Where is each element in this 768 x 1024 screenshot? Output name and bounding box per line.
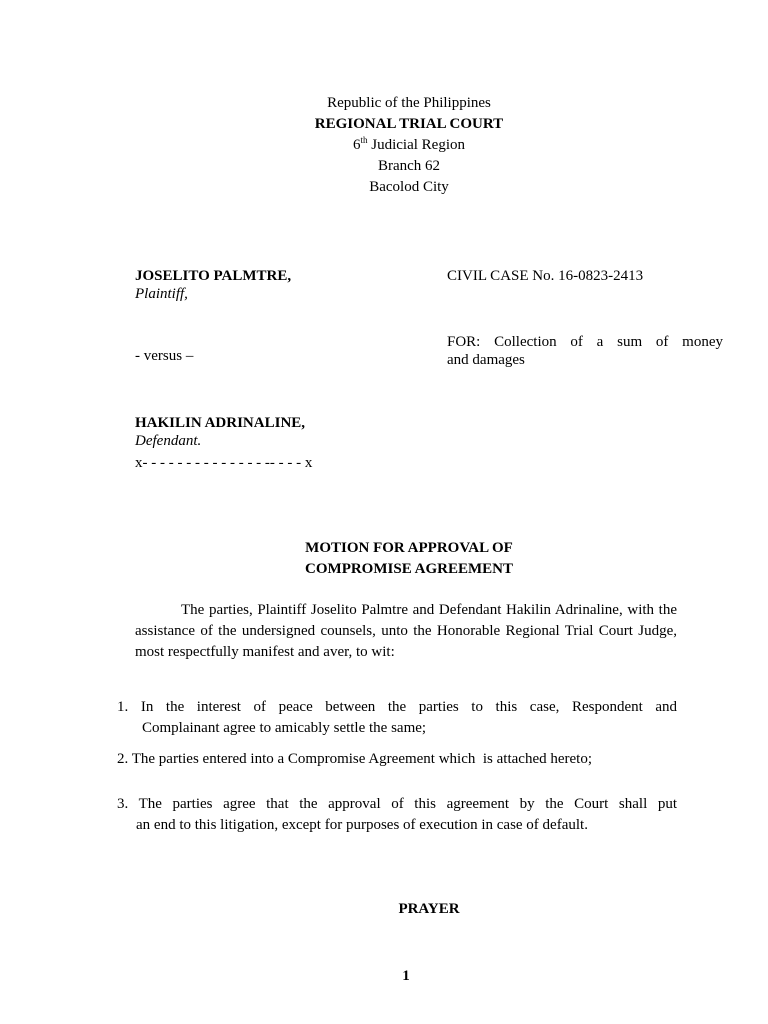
case-subject-line2: and damages xyxy=(447,352,525,368)
motion-title-line2: COMPROMISE AGREEMENT xyxy=(305,561,513,577)
motion-title-line1: MOTION FOR APPROVAL OF xyxy=(305,540,513,556)
defendant-role: Defendant. xyxy=(135,433,202,449)
court-name: REGIONAL TRIAL COURT xyxy=(314,116,504,132)
caption-separator: x- - - - - - - - - - - - - - -- - - - x xyxy=(135,455,313,471)
item-text: In the interest of peace between the parties to this case, Respondent and xyxy=(140,699,677,715)
item-number: 1. xyxy=(117,699,129,715)
branch-line: Branch 62 xyxy=(377,158,441,174)
item-line xyxy=(117,749,677,770)
plaintiff-role: Plaintiff, xyxy=(135,286,188,302)
region-label: Judicial Region xyxy=(367,137,465,153)
case-number: CIVIL CASE No. 16-0823-2413 xyxy=(447,268,644,284)
item-line xyxy=(117,697,677,718)
region-number: 6 xyxy=(352,137,361,153)
court-header xyxy=(0,93,768,198)
versus-label: - versus – xyxy=(135,348,194,364)
intro-text: The parties, Plaintiff Joselito Palmtre and Defendant Hakilin Adrinaline, with the assistance of the undersigned counsels, unto the Honorable Regional Trial Court Judge, most respectfully manifest and aver, to wit: xyxy=(135,602,677,660)
judicial-region xyxy=(0,135,768,156)
city-line: Bacolod City xyxy=(369,179,449,195)
plaintiff-name: JOSELITO PALMTRE, xyxy=(135,268,292,284)
item-text: The parties agree that the approval of this agreement by the Court shall put xyxy=(138,796,677,812)
item-continuation: an end to this litigation, except for purposes of execution in case of default. xyxy=(136,817,588,833)
item-text: The parties entered into a Compromise Agreement which is attached hereto; xyxy=(131,751,592,767)
item-number: 3. xyxy=(117,796,129,812)
region-suffix: th xyxy=(360,135,368,145)
list-item xyxy=(117,794,677,836)
case-subject-line1: FOR: Collection of a sum of money xyxy=(447,334,723,350)
page-number: 1 xyxy=(402,968,410,984)
republic-line: Republic of the Philippines xyxy=(327,95,491,111)
item-continuation: Complainant agree to amicably settle the same; xyxy=(142,720,427,736)
prayer-heading: PRAYER xyxy=(398,901,460,917)
intro-paragraph xyxy=(135,600,677,663)
list-item xyxy=(117,749,677,770)
list-item xyxy=(117,697,677,739)
defendant-name: HAKILIN ADRINALINE, xyxy=(135,415,306,431)
item-line xyxy=(117,794,677,815)
motion-title xyxy=(0,538,768,580)
item-number: 2. xyxy=(117,751,129,767)
